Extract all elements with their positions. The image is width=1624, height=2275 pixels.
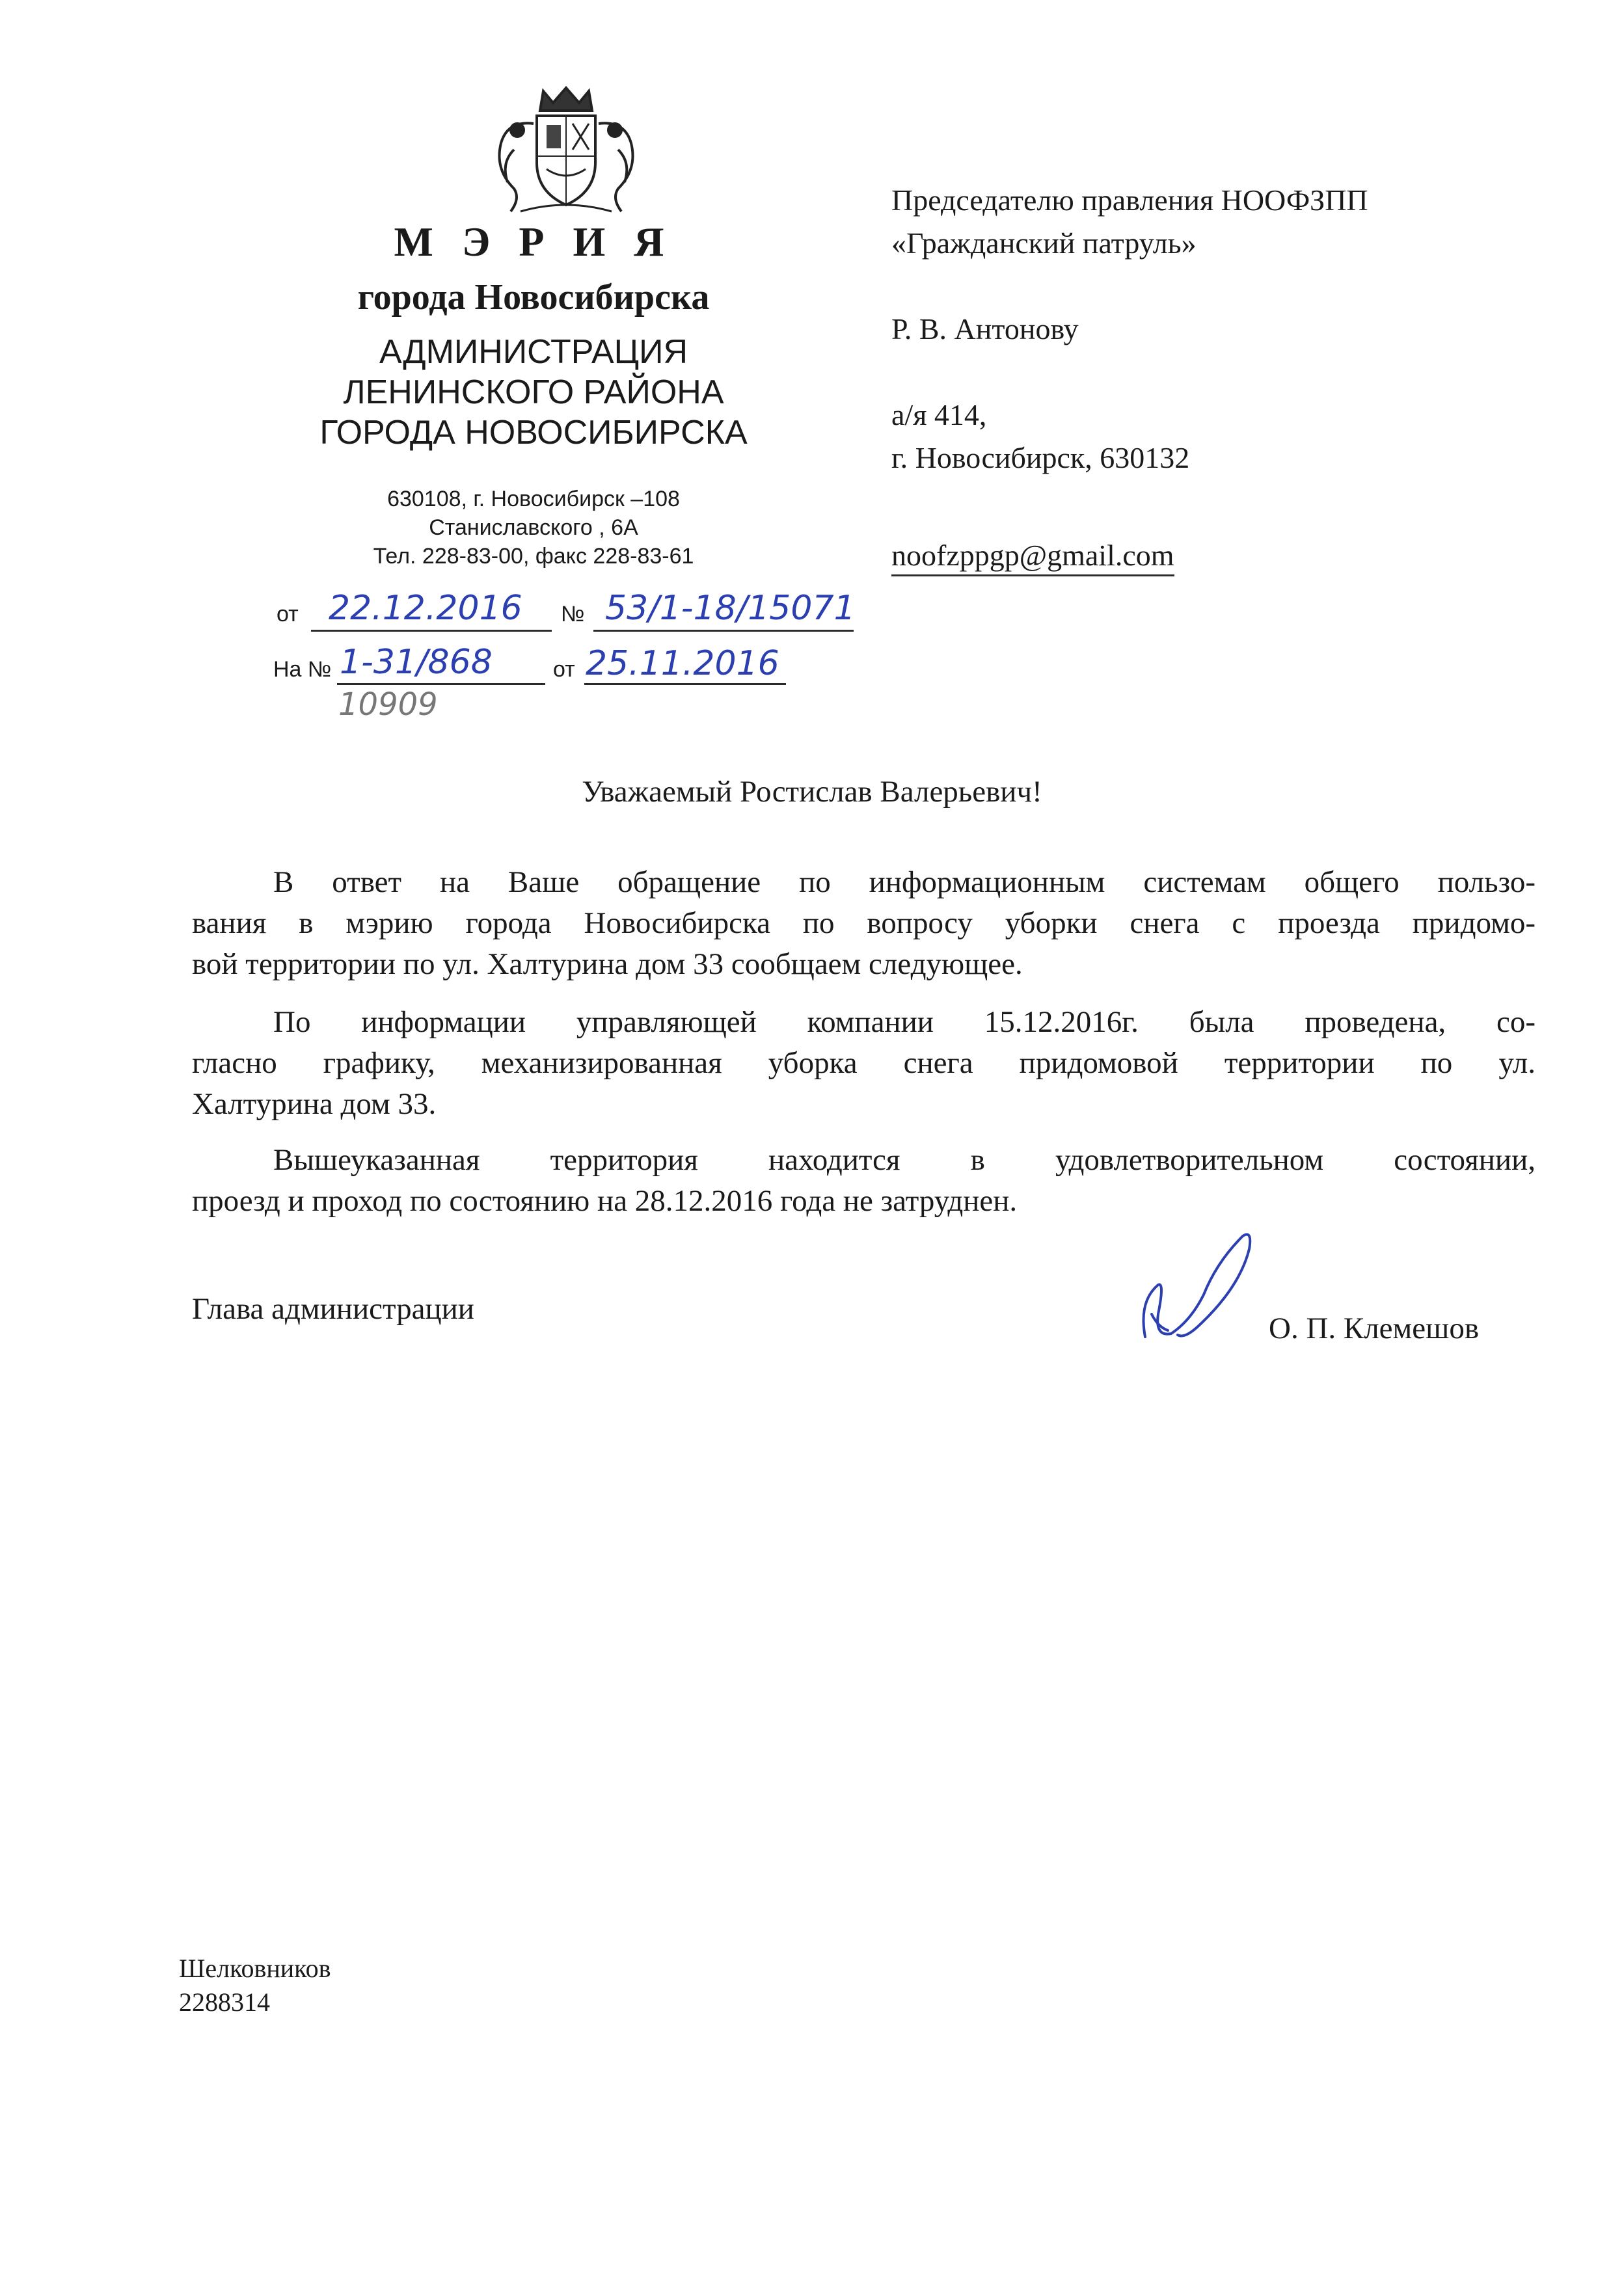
recipient-line	[891, 265, 1542, 308]
address-line: 630108, г. Новосибирск –108	[387, 487, 680, 511]
paragraph-line: вания в мэрию города Новосибирска по вопросу уборки снега с проезда придомо-	[192, 906, 1536, 940]
registration-note: 10909	[338, 686, 438, 723]
recipient-block	[891, 179, 1542, 479]
number-label: №	[561, 602, 585, 626]
admin-line: ГОРОДА НОВОСИБИРСКА	[319, 414, 748, 451]
in-reply-date-line	[584, 683, 786, 685]
paragraph	[192, 1140, 1536, 1222]
from-date-line	[311, 630, 552, 632]
signatory-title: Глава администрации	[192, 1292, 474, 1326]
in-reply-number: 1-31/868	[340, 643, 493, 682]
address-line: Станиславского , 6А	[429, 515, 638, 540]
recipient-line: «Гражданский патруль»	[891, 226, 1197, 260]
recipient-line: а/я 414,	[891, 398, 987, 431]
administration-name	[247, 332, 820, 453]
from-date-label: от	[277, 602, 299, 626]
paragraph	[192, 862, 1536, 985]
in-reply-date-label: от	[553, 657, 575, 682]
in-reply-date: 25.11.2016	[586, 644, 779, 683]
recipient-line	[891, 351, 1542, 394]
recipient-line: Р. В. Антонову	[891, 312, 1079, 345]
recipient-line: Председателю правления НООФЗПП	[891, 183, 1368, 217]
in-reply-line	[337, 683, 545, 685]
signatory-name: О. П. Клемешов	[1269, 1312, 1480, 1345]
admin-line: ЛЕНИНСКОГО РАЙОНА	[343, 373, 724, 411]
mayoralty-title: М Э Р И Я	[394, 219, 673, 265]
handwritten-signature	[1119, 1223, 1288, 1353]
executor-block	[179, 1952, 331, 2019]
city-title: города Новосибирска	[357, 277, 710, 317]
number-value: 53/1-18/15071	[605, 589, 856, 628]
paragraph-line: гласно графику, механизированная уборка снега придомовой территории по ул.	[192, 1046, 1536, 1080]
from-date-value: 22.12.2016	[329, 589, 522, 628]
coat-of-arms-icon	[475, 85, 657, 218]
recipient-line: г. Новосибирск, 630132	[891, 441, 1190, 474]
paragraph-line: По информации управляющей компании 15.12.2016г. была проведена, со-	[273, 1005, 1536, 1039]
paragraph-line: Халтурина дом 33.	[192, 1087, 437, 1121]
paragraph-line: проезд и проход по состоянию на 28.12.2016 года не затруднен.	[192, 1184, 1018, 1218]
letterhead-address	[306, 485, 761, 571]
executor-name: Шелковников	[179, 1954, 331, 1983]
paragraph-line: Вышеуказанная территория находится в удовлетворительном состоянии,	[273, 1143, 1536, 1177]
address-line: Тел. 228-83-00, факс 228-83-61	[373, 544, 694, 569]
admin-line: АДМИНИСТРАЦИЯ	[379, 333, 688, 371]
number-line	[593, 630, 854, 632]
executor-phone: 2288314	[179, 1987, 270, 2017]
in-reply-label: На №	[273, 657, 332, 682]
paragraph-line: В ответ на Ваше обращение по информационным системам общего пользо-	[273, 865, 1536, 899]
recipient-email: noofzppgp@gmail.com	[891, 537, 1174, 576]
salutation: Уважаемый Ростислав Валерьевич!	[582, 775, 1042, 809]
paragraph	[192, 1002, 1536, 1125]
paragraph-line: вой территории по ул. Халтурина дом 33 сообщаем следующее.	[192, 947, 1023, 981]
